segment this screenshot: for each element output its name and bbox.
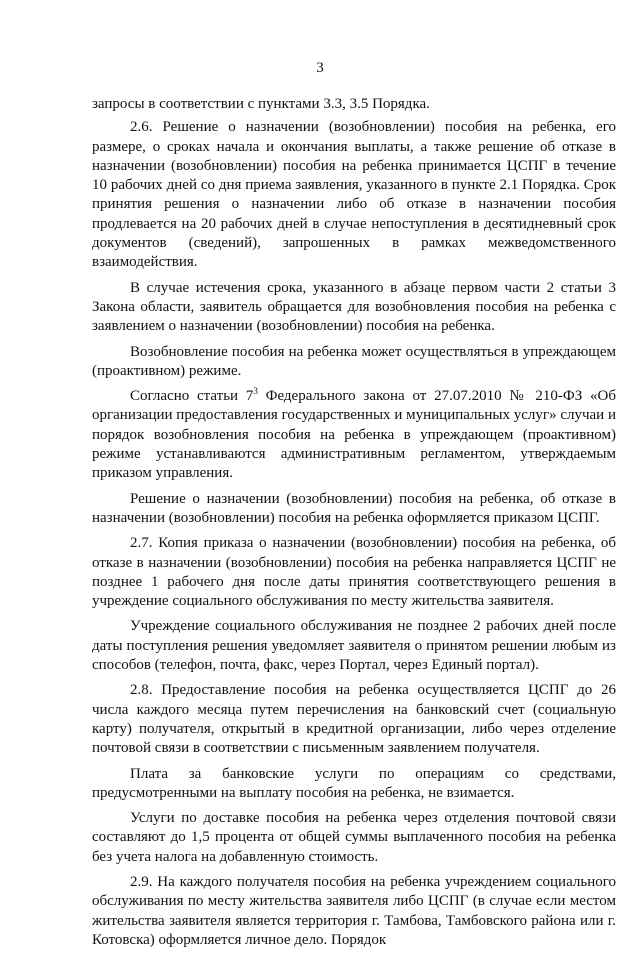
document-body — [92, 95, 616, 956]
article-superscript: 3 — [253, 386, 258, 397]
paragraph-continuation: запросы в соответствии с пунктами 3.3, 3.5 Порядка. — [92, 96, 430, 112]
paragraph-federal-law — [92, 387, 616, 483]
paragraph-bank-fees: Плата за банковские услуги по операциям со средствами, предусмотренными на выплату пособия на ребенка, не взимается. — [92, 765, 616, 801]
paragraph-decision-order: Решение о назначении (возобновлении) пособия на ребенка, об отказе в назначении (возобновлении) пособия на ребенка оформляется приказом ЦСПГ. — [92, 490, 616, 526]
paragraph-2-6: 2.6. Решение о назначении (возобновлении) пособия на ребенка, его размере, о сроках начала и окончания выплаты, а также решение об отказе в назначении (возобновлении) пособия на ребенка принимается ЦСПГ в течение 10 рабочих дней со дня приема заявления, указанного в пункте 2.1 Порядка. Срок принятия решения о назначении либо об отказе в назначении пособия продлевается на 20 рабочих дней в случае непоступления в десятидневный срок документов (сведений), запрошенных в рамках межведомственного взаимодействия. — [92, 119, 616, 271]
paragraph-postal-delivery: Услуги по доставке пособия на ребенка через отделения почтовой связи составляют до 1,5 процента от общей суммы выплаченного пособия на ребенка без учета налога на добавленную стоимость. — [92, 810, 616, 865]
paragraph-2-9: 2.9. На каждого получателя пособия на ребенка учреждением социального обслуживания по месту жительства заявителя либо ЦСПГ (в случае если местом жительства заявителя является территория г. Тамбова, Тамбовского района или г. Котовска) оформляется личное дело. Порядок — [92, 873, 616, 948]
paragraph-2-8: 2.8. Предоставление пособия на ребенка осуществляется ЦСПГ до 26 числа каждого месяца путем перечисления на банковский счет (социальную карту) получателя, открытый в кредитной организации, либо через отделение почтовой связи в соответствии с письменным заявлением получателя. — [92, 682, 616, 757]
federal-law-text-before: Согласно статьи 7 — [130, 388, 254, 405]
federal-law-text-after: Федерального закона от 27.07.2010 № 210-ФЗ «Об организации предоставления государственных и муниципальных услуг» случаи и порядок возобновления пособия на ребенка в упреждающем (проактивном) режиме устанавливаются административным регламентом, утверждаемым приказом управления. — [92, 388, 617, 482]
paragraph-2-7: 2.7. Копия приказа о назначении (возобновлении) пособия на ребенка, об отказе в назначении (возобновлении) пособия на ребенка направляется ЦСПГ не позднее 1 рабочего дня после даты принятия соответствующего решения в учреждение социального обслуживания по месту жительства заявителя. — [92, 535, 616, 610]
paragraph-notification: Учреждение социального обслуживания не позднее 2 рабочих дней после даты поступления решения уведомляет заявителя о принятом решении любым из способов (телефон, почта, факс, через Портал, через Единый портал). — [92, 618, 616, 674]
page-number: 3 — [316, 60, 324, 76]
paragraph-deadline-expiry: В случае истечения срока, указанного в абзаце первом части 2 статьи 3 Закона области, заявитель обращается для возобновления пособия на ребенка с заявлением о назначении (возобновлении) пособия на ребенка. — [92, 279, 616, 335]
paragraph-proactive-mode: Возобновление пособия на ребенка может осуществляться в упреждающем (проактивном) режиме. — [92, 343, 616, 379]
